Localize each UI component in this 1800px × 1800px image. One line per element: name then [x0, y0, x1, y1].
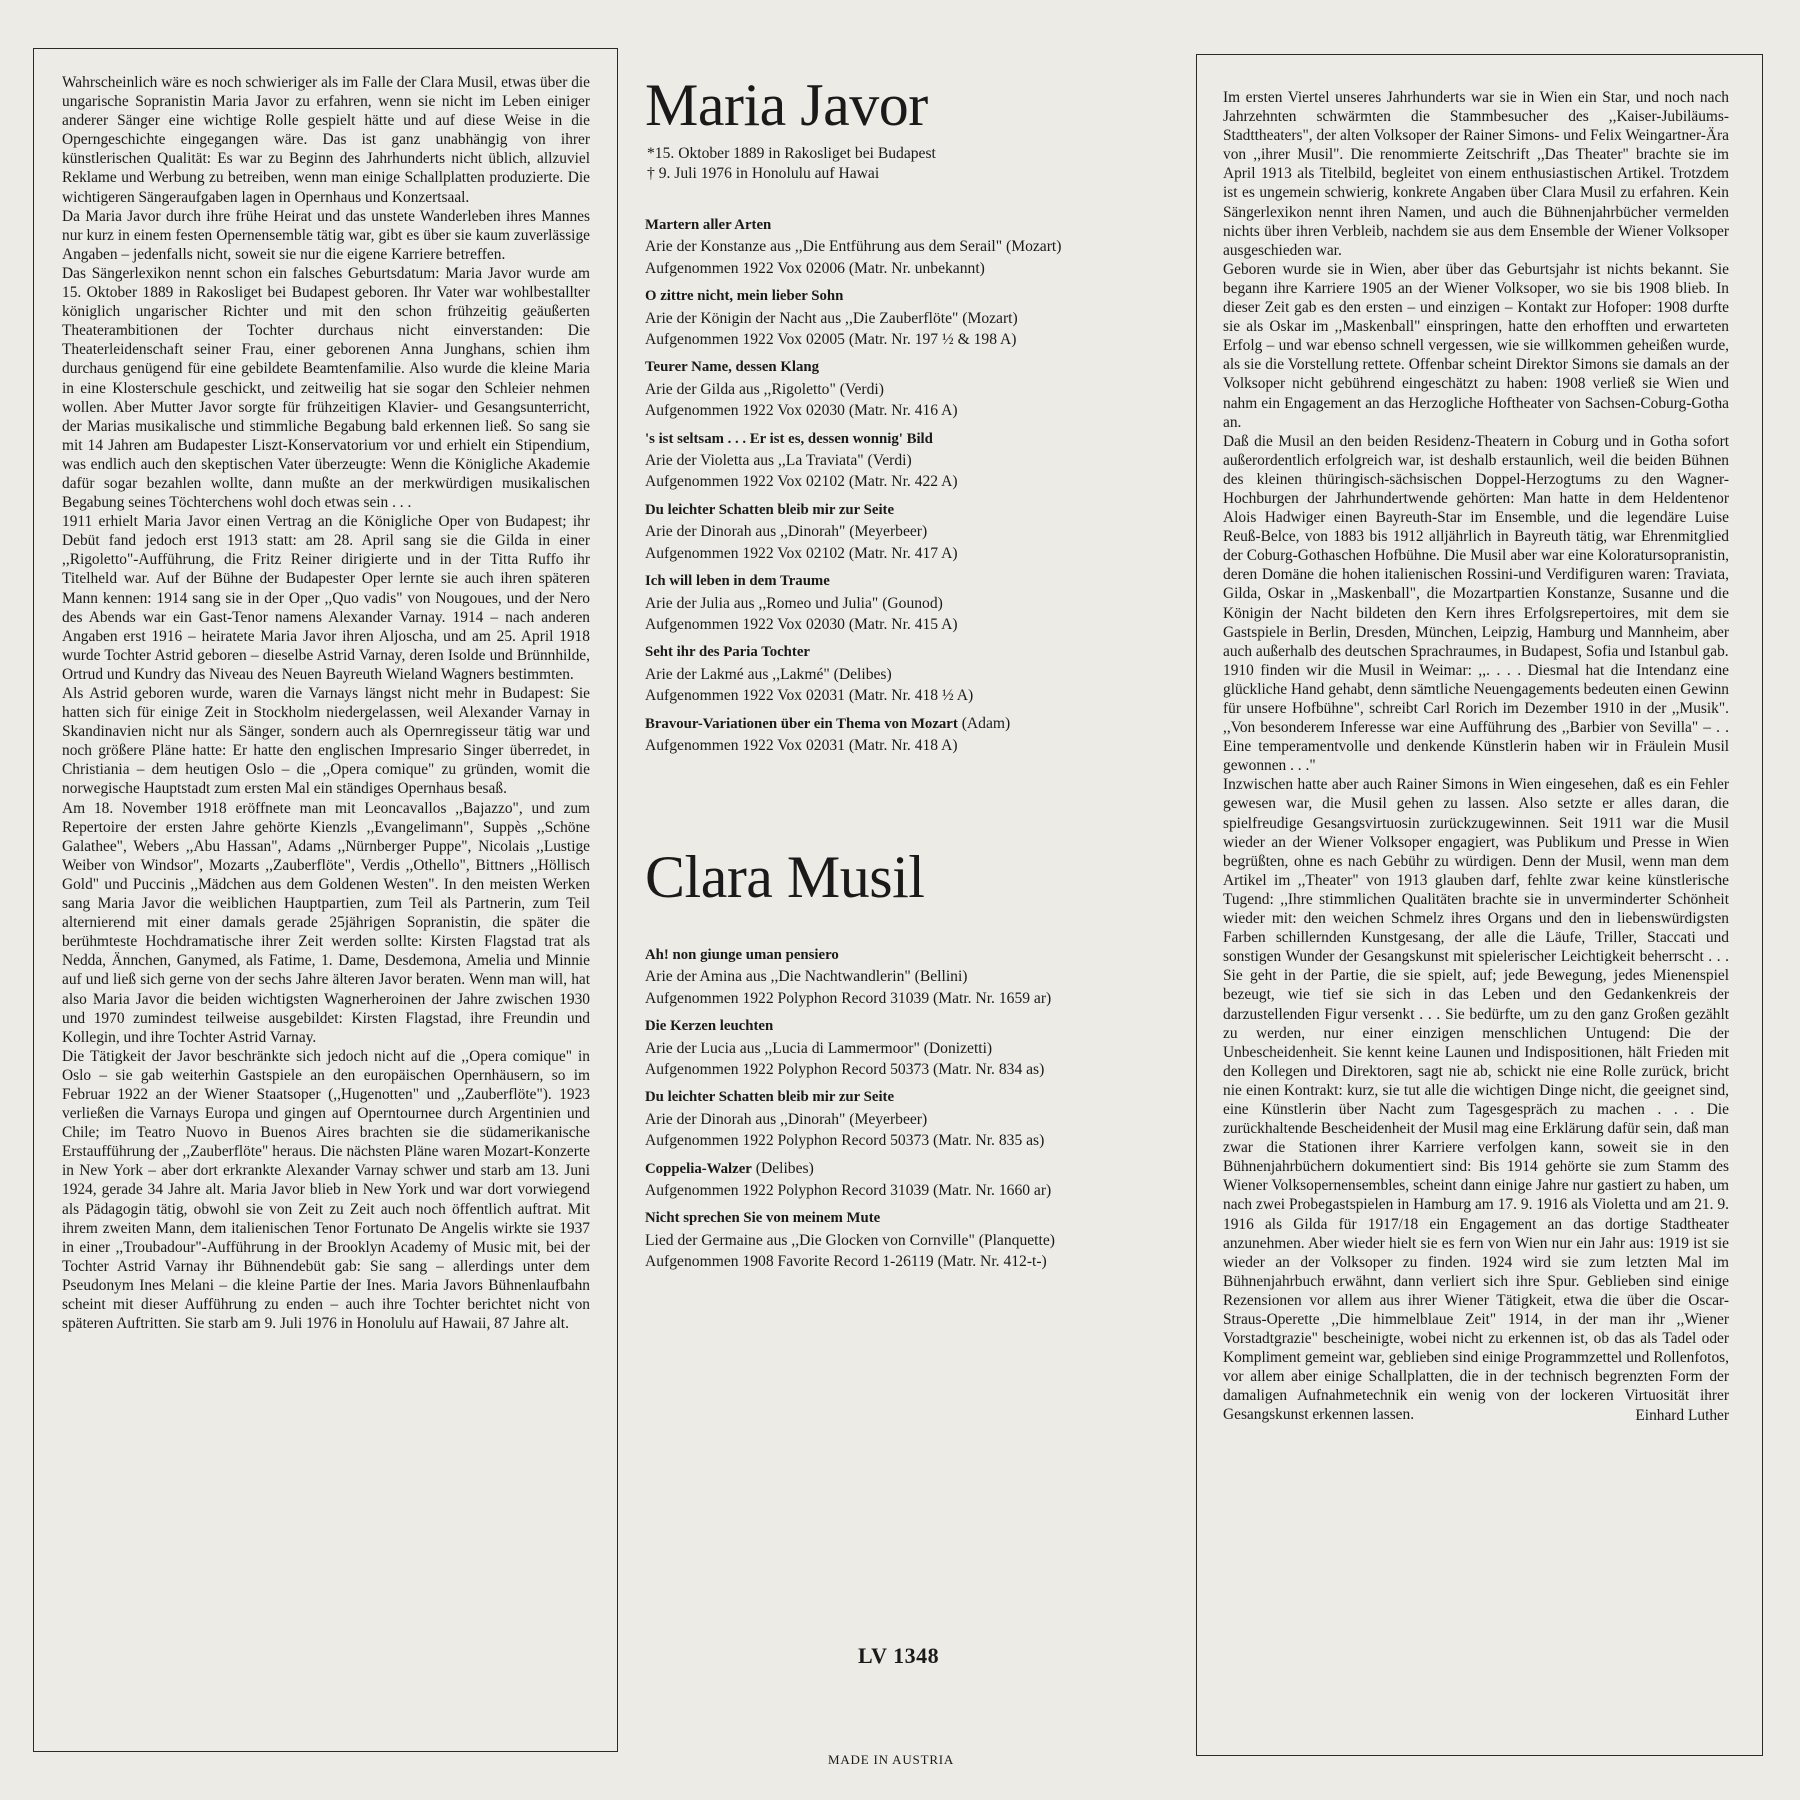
track-entry: [645, 428, 1185, 493]
artist-name-maria: Maria Javor: [645, 72, 928, 138]
track-detail: Arie der Königin der Nacht aus ,,Die Zauberflöte" (Mozart): [645, 309, 1018, 327]
track-title: Bravour-Variationen über ein Thema von Mozart: [645, 715, 958, 732]
track-detail: Arie der Konstanze aus ,,Die Entführung aus dem Serail" (Mozart): [645, 238, 1062, 256]
paragraph: Die Tätigkeit der Javor beschränkte sich jedoch nicht auf die ,,Opera comique" in Oslo – sie gab weiterhin Gastspiele an den europäischen Opernhäusern, so im Februar 1922 an der Wiener Staatsoper (,,Hugenotten" und ,,Zauberflöte"). 1923 verließen die Varnays Europa und gingen auf Operntournee durch Argentinien und Chile; im Teatro Nuovo in Buenos Aires brachten sie die südamerikanische Erstaufführung der ,,Zauberflöte" heraus. Die nächsten Pläne waren Mozart-Konzerte in New York – aber dort erkrankte Alexander Varnay schwer und starb am 13. Juni 1924, gerade 34 Jahre alt. Maria Javor blieb in New York und war dort vorwiegend als Pädagogin tätig, obwohl sie von Zeit zu Zeit auch noch öffentlich auftrat. Mit ihrem zweiten Mann, dem italienischen Tenor Fortunato De Angelis wirkte sie 1937 in einer ,,Troubadour"-Aufführung in der Brooklyn Academy of Music mit, bei der Tochter Astrid Varnay ihr Bühnendebüt gab: Sie sang – allerdings unter dem Pseudonym Ines Melani – die kleine Partie der Ines. Maria Javors Bühnenlaufbahn scheint mit dieser Aufführung zu enden – auch ihre Tochter berichtet nicht von späteren Auftritten. Sie starb am 9. Juli 1976 in Honolulu auf Hawaii, 87 Jahre alt.: [62, 1047, 590, 1333]
track-detail: Lied der Germaine aus ,,Die Glocken von Cornville" (Planquette): [645, 1231, 1055, 1249]
track-title: Coppelia-Walzer: [645, 1160, 752, 1177]
track-recording: Aufgenommen 1922 Vox 02031 (Matr. Nr. 418 ½ A): [645, 687, 974, 705]
track-title: Die Kerzen leuchten: [645, 1018, 774, 1035]
track-recording: Aufgenommen 1922 Vox 02005 (Matr. Nr. 197 ½ & 198 A): [645, 331, 1017, 349]
paragraph: Geboren wurde sie in Wien, aber über das Geburtsjahr ist nichts bekannt. Sie begann ihre Karriere 1905 an der Wiener Volksoper, wo sie bis 1908 blieb. In dieser Zeit gab es den ersten – und einzigen – Kontakt zur Hofoper: 1908 durfte sie als Oskar im ,,Maskenball" einspringen, hatte den erhofften und erwarteten Erfolg – und war ebenso schnell vergessen, wie sie willkommen geheißen wurde, als sie die Vorstellung rettete. Offenbar scheint Direktor Simons sie damals an der Volksoper nicht gebührend eingeschätzt zu haben: 1908 verließ sie Wien und nahm ein Engagement an das Herzogliche Hoftheater von Sachsen-Coburg-Gotha an.: [1223, 260, 1729, 431]
right-text-box: [1196, 54, 1763, 1756]
track-composer: (Delibes): [755, 1159, 814, 1177]
track-title: Ich will leben in dem Traume: [645, 573, 830, 590]
left-text-box: [33, 48, 618, 1752]
track-recording: Aufgenommen 1922 Vox 02102 (Matr. Nr. 422 A): [645, 473, 958, 491]
track-entry: [645, 214, 1185, 279]
clara-section: [645, 842, 1205, 1279]
track-title: O zittre nicht, mein lieber Sohn: [645, 288, 844, 305]
track-title: Du leichter Schatten bleib mir zur Seite: [645, 1089, 895, 1106]
paragraph: Wahrscheinlich wäre es noch schwieriger als im Falle der Clara Musil, etwas über die ungarische Sopranistin Maria Javor zu erfahren, wenn sie nicht im Leben einiger anderer Sänger eine wichtige Rolle gespielt hätte und auf diese Weise in die Operngeschichte eingegangen wäre. Das ist ganz unabhängig von ihrer künstlerischen Qualität: Es war zu Beginn des Jahrhunderts nicht üblich, allzuviel Reklame und Werbung zu betreiben, wenn man einige Schallplatten produzierte. Die wichtigeren Sängeraufgaben lagen in Opernhaus und Konzertsaal.: [62, 74, 590, 206]
track-entry: [645, 1086, 1205, 1151]
track-title: Ah! non giunge uman pensiero: [645, 947, 839, 963]
track-entry: [645, 713, 1185, 757]
track-recording: Aufgenommen 1922 Vox 02006 (Matr. Nr. unbekannt): [645, 259, 985, 277]
maria-section: [645, 70, 1185, 762]
author-signature: Einhard Luther: [1635, 1406, 1729, 1424]
track-recording: Aufgenommen 1908 Favorite Record 1-26119 (Matr. Nr. 412-t-): [645, 1253, 1047, 1271]
track-entry: [645, 1015, 1205, 1080]
track-title: Martern aller Arten: [645, 217, 772, 233]
track-entry: [645, 570, 1185, 635]
paragraph: Da Maria Javor durch ihre frühe Heirat und das unstete Wanderleben ihres Mannes nur kurz in einem festen Opernensemble tätig war, gibt es über sie kaum zuverlässige Angaben – jedenfalls nicht, soweit sie nur die eigene Karriere betreffen.: [62, 207, 590, 263]
made-in-label: MADE IN AUSTRIA: [828, 1752, 955, 1767]
paragraph: Inzwischen hatte aber auch Rainer Simons in Wien eingesehen, daß es ein Fehler gewesen war, die Musil gehen zu lassen. Also setzte er alles daran, die spielfreudige Gesangsvirtuosin zurückzugewinnen. Seit 1911 war die Musil wieder an der Wiener Volksoper engagiert, was Publikum und Presse in Wien begrüßten, ohne es nach Gebühr zu würdigen. Denn der Musil, wenn man dem Artikel im ,,Theater" von 1913 glauben darf, fehlte zwar keine künstlerische Tugend: ,,Ihre stimmlichen Qualitäten brachte sie in unverminderter Schönheit wieder mit: den weichen Schmelz ihres Organs und den in liebenswürdigsten Farben schillernden Kunstgesang, der alle die Läufe, Triller, Staccati und sonstigen Wunder der Gesangskunst mit spielerischer Leichtigkeit beherrscht . . . Sie geht in der Partie, die sie spielt, auf; jede Bewegung, jedes Mienenspiel bezeugt, wie tief sie sich in das Leben und den Gedankenkreis der darzustellenden Figur versenkt . . . Sie bedürfte, um zu den ganz Großen gezählt zu werden, nur einer einzigen menschlichen Untugend: Die der Unbescheidenheit. Sie kennt keine Launen und Indispositionen, hält Frieden mit den Kollegen und Direktoren, sagt nie ab, schickt nie eine Rolle zurück, bricht nie einen Kontrakt: kurz, sie tut alle die wichtigen Dinge nicht, die geeignet sind, eine Künstlerin über Nacht zum Tagesgespräch zu machen . . . Die zurückhaltende Bescheidenheit der Musil mag eine Erklärung dafür sein, daß man zwar die Stationen ihrer Karriere verfolgen kann, soweit sie in den Bühnenjahrbüchern dokumentiert sind: Bis 1914 gehörte sie zum Stamm des Wiener Volksopernensembles, scheint dann einige Jahre nur gastiert zu haben, um nach zwei Probegastspielen in Hamburg am 17. 9. 1916 als Violetta und am 21. 9. 1916 als Gilda für 1917/18 ein Engagement an das dortige Stadtheater anzunehmen. Aber wieder hielt sie es fern von Wien nur ein Jahr aus: 1919 ist sie wieder an der Volksoper zu finden. 1924 wird sie zum letzten Mal im Bühnenjahrbuch erwähnt, dann verliert sich ihre Spur. Geblieben sind einige Rezensionen vor allem aus ihrer Wiener Tätigkeit, etwa die über die Oscar-Straus-Operette ,,Die himmelblaue Zeit" 1914, in der man ihr ,,Wiener Vorstadtgrazie" bescheinigte, wobei nicht zu erkennen ist, ob das als Tadel oder Kompliment gemeint war, geblieben sind einige Programmzettel und Rollenfotos, vor allem aber einige Schallplatten, die in der technisch begrenzten Form der damaligen Aufnahmetechnik ein wenig von der lockeren Virtuosität ihrer Gesangskunst erkennen lassen.: [1223, 776, 1729, 1424]
track-recording: Aufgenommen 1922 Polyphon Record 50373 (Matr. Nr. 834 as): [645, 1061, 1045, 1079]
paragraph: Im ersten Viertel unseres Jahrhunderts war sie in Wien ein Star, und noch nach Jahrzehnten schwärmten die Stammbesucher des ,,Kaiser-Jubiläums-Stadttheaters", der alten Volksoper der Rainer Simons- und Felix Weingartner-Ära von ,,ihrer Musil". Die renommierte Zeitschrift ,,Das Theater" brachte sie im April 1913 als Titelbild, begleitet von einem enthusiastischen Artikel. Trotzdem ist es ungemein schwierig, konkrete Angaben über Clara Musil zu erfahren. Kein Sängerlexikon nennt ihren Namen, und auch die Bühnenjahrbücher vermelden nichts über ihren Verbleib, nachdem sie aus dem Ensemble der Wiener Volksoper ausgeschieden war.: [1223, 89, 1729, 259]
track-recording: Aufgenommen 1922 Polyphon Record 50373 (Matr. Nr. 835 as): [645, 1132, 1045, 1150]
track-entry: [645, 1158, 1205, 1202]
track-title: Teurer Name, dessen Klang: [645, 359, 820, 376]
track-detail: Aufgenommen 1922 Polyphon Record 31039 (Matr. Nr. 1660 ar): [645, 1182, 1052, 1200]
paragraph: Daß die Musil an den beiden Residenz-Theatern in Coburg und in Gotha sofort außerordentlich erfolgreich war, ist deshalb erstaunlich, weil die beiden Bühnen des kleinen thüringisch-sächsischen Doppel-Herzogtums zu den Wagner-Hochburgen der Jahrhundertwende gehörten: Man hatte in dem Heldentenor Alois Hadwiger einen Bayreuth-Star im Ensemble, und die legendäre Luise Reuß-Belce, von 1883 bis 1912 alljährlich in Bayreuth tätig, war Ehrenmitglied der Coburg-Gothaschen Hofbühne. Die Musil aber war eine Koloratursopranistin, deren Domäne die hohen italienischen Rossini-und Verdifiguren waren: Traviata, Gilda, Oskar in ,,Maskenball", die Mozartpartien Konstanze, Susanne und die Königin der Nacht bildeten den Kern ihres Erfolgsrepertoires, mit dem sie Gastspiele in Berlin, Dresden, München, Leipzig, Hamburg und Mannheim, aber auch außerhalb des deutschen Sprachraumes, in Budapest, Sofia und Istanbul gab.: [1223, 432, 1729, 660]
track-detail: Arie der Amina aus ,,Die Nachtwandlerin" (Bellini): [645, 968, 968, 986]
track-detail: Arie der Violetta aus ,,La Traviata" (Verdi): [645, 452, 912, 470]
track-entry: [645, 1207, 1205, 1272]
track-entry: [645, 944, 1205, 1009]
artist-name-clara: Clara Musil: [645, 844, 925, 910]
track-detail: Aufgenommen 1922 Vox 02031 (Matr. Nr. 418 A): [645, 736, 958, 754]
track-entry: [645, 356, 1185, 421]
track-detail: Arie der Lucia aus ,,Lucia di Lammermoor" (Donizetti): [645, 1039, 993, 1057]
paragraph: Das Sängerlexikon nennt schon ein falsches Geburtsdatum: Maria Javor wurde am 15. Oktober 1889 in Rakosliget bei Budapest geboren. Ihr Vater war wohlbestallter königlich ungarischer Richter und mit den schon frühzeitig geäußerten Theaterambitionen der Tochter durchaus nicht einverstanden: Die Theaterleidenschaft seiner Frau, einer geborenen Anna Junghans, schien ihm durchaus genügend für eine gebildete Beamtenfamilie. Also wurde die kleine Maria in eine Klosterschule geschickt, und zeitweilig hat sie sogar den Schleier nehmen wollen. Aber Mutter Javor sorgte für frühzeitigen Klavier- und Gesangsunterricht, der Marias musikalische und stimmliche Begabung bald erkennen ließ. So sang sie mit 14 Jahren am Budapester Liszt-Konservatorium vor und erhielt ein Stipendium, was endlich auch den skeptischen Vater überzeugte: Wenn die Königliche Akademie dafür sogar bezahlen wollte, dann mußte an der merkwürdigen musikalischen Begabung seines Töchterchens wohl doch etwas sein . . .: [62, 264, 590, 512]
track-title: Nicht sprechen Sie von meinem Mute: [645, 1210, 881, 1227]
clara-track-list: [645, 944, 1205, 1273]
paragraph: 1911 erhielt Maria Javor einen Vertrag an die Königliche Oper von Budapest; ihr Debüt fand jedoch erst 1913 statt: am 28. April sang sie die Gilda in einer ,,Rigoletto"-Aufführung, die Fritz Reiner dirigierte und in der Titta Ruffo ihr Titelheld war. Auf der Bühne der Budapester Oper lernte sie auch ihren späteren Mann kennen: 1914 sang sie in der Oper ,,Quo vadis" von Nougoues, und der Nero des Abends war ein Gast-Tenor namens Alexander Varnay. 1914 – nach anderen Angaben erst 1916 – heiratete Maria Javor ihren Aljoscha, und am 25. April 1918 wurde Tochter Astrid geboren – dieselbe Astrid Varnay, deren Isolde und Brünnhilde, Ortrud und Kundry das Niveau des Neuen Bayreuth Wieland Wagners bestimmten.: [62, 513, 590, 683]
maria-track-list: [645, 214, 1185, 756]
paragraph: Am 18. November 1918 eröffnete man mit Leoncavallos ,,Bajazzo", und zum Repertoire der ersten Jahre gehörte Kienzls ,,Evangelimann", Suppès ,,Schöne Galathee", Webers ,,Abu Hassan", Adams ,,Nürnberger Puppe", Nicolais ,,Lustige Weiber von Windsor", Mozarts ,,Zauberflöte", Verdis ,,Othello", Bittners ,,Höllisch Gold" und Puccinis ,,Mädchen aus dem Goldenen Westen". In den meisten Werken sang Maria Javor die weiblichen Hauptpartien, zum Teil als Partnerin, zum Teil alternierend mit einer damals gerade 25jährigen Sopranistin, die später die berühmteste Hochdramatische ihrer Zeit werden sollte: Kirsten Flagstad trat als Nedda, Ännchen, Ganymed, als Fatime, 1. Dame, Desdemona, Amelia und Minnie auf und ließ sich gerne von der sechs Jahre älteren Javor beraten. Wenn man will, hat also Maria Javor die beiden wichtigsten Wagnerheroinen der Jahre zwischen 1930 und 1970 zumindest teilweise ausgebildet: Kirsten Flagstad, ihre Freundin und Kollegin, und ihre Tochter Astrid Varnay.: [62, 799, 590, 1046]
track-recording: Aufgenommen 1922 Vox 02030 (Matr. Nr. 416 A): [645, 402, 958, 420]
track-detail: Arie der Julia aus ,,Romeo und Julia" (Gounod): [645, 594, 943, 612]
paragraph: 1910 finden wir die Musil in Weimar: ,,. . . . Diesmal hat die Intendanz eine glückliche Hand gehabt, denn sämtliche Neuengagements bedeuten einen Gewinn für unsere Hofbühne", schreibt Carl Rorich im Dezember 1910 in der ,,Musik". ,,Von besonderem Inferesse war eine Aufführung des ,,Barbier von Sevilla" – . . Eine temperamentvolle und denkende Künstlerin haben wir in Fräulein Musil gewonnen . . .": [1223, 661, 1729, 775]
track-recording: Aufgenommen 1922 Vox 02030 (Matr. Nr. 415 A): [645, 615, 958, 633]
clara-biography: [1223, 88, 1729, 1425]
track-detail: Arie der Dinorah aus ,,Dinorah" (Meyerbeer): [645, 1110, 928, 1128]
track-entry: [645, 285, 1185, 350]
maria-born: *15. Oktober 1889 in Rakosliget bei Budapest: [647, 145, 936, 162]
track-entry: [645, 499, 1185, 564]
paragraph: Als Astrid geboren wurde, waren die Varnays längst nicht mehr in Budapest: Sie hatten sich für einige Zeit in Stockholm niedergelassen, weil Alexander Varnay in Skandinavien nicht nur als Sänger, sondern auch als Opernregisseur tätig war und noch größere Pläne hatte: Er hatte den englischen Impresario Singer überredet, in Christiania – dem heutigen Oslo – die ,,Opera comique" zu gründen, womit die norwegische Hauptstadt zum ersten Mal ein ständiges Opernhaus besaß.: [62, 685, 590, 798]
track-composer: (Adam): [961, 714, 1011, 732]
track-detail: Arie der Gilda aus ,,Rigoletto" (Verdi): [645, 380, 884, 398]
track-detail: Arie der Dinorah aus ,,Dinorah" (Meyerbeer): [645, 523, 928, 541]
maria-biography: [62, 73, 590, 1333]
track-recording: Aufgenommen 1922 Vox 02102 (Matr. Nr. 417 A): [645, 544, 958, 562]
track-detail: Arie der Lakmé aus ,,Lakmé" (Delibes): [645, 665, 892, 683]
track-recording: Aufgenommen 1922 Polyphon Record 31039 (Matr. Nr. 1659 ar): [645, 989, 1052, 1007]
track-title: Du leichter Schatten bleib mir zur Seite: [645, 501, 895, 518]
track-entry: [645, 641, 1185, 706]
track-title: 's ist seltsam . . . Er ist es, dessen wonnig' Bild: [645, 430, 933, 447]
track-title: Seht ihr des Paria Tochter: [645, 644, 810, 661]
catalog-number: LV 1348: [858, 1643, 940, 1668]
maria-died: † 9. Juli 1976 in Honolulu auf Hawai: [647, 165, 880, 182]
